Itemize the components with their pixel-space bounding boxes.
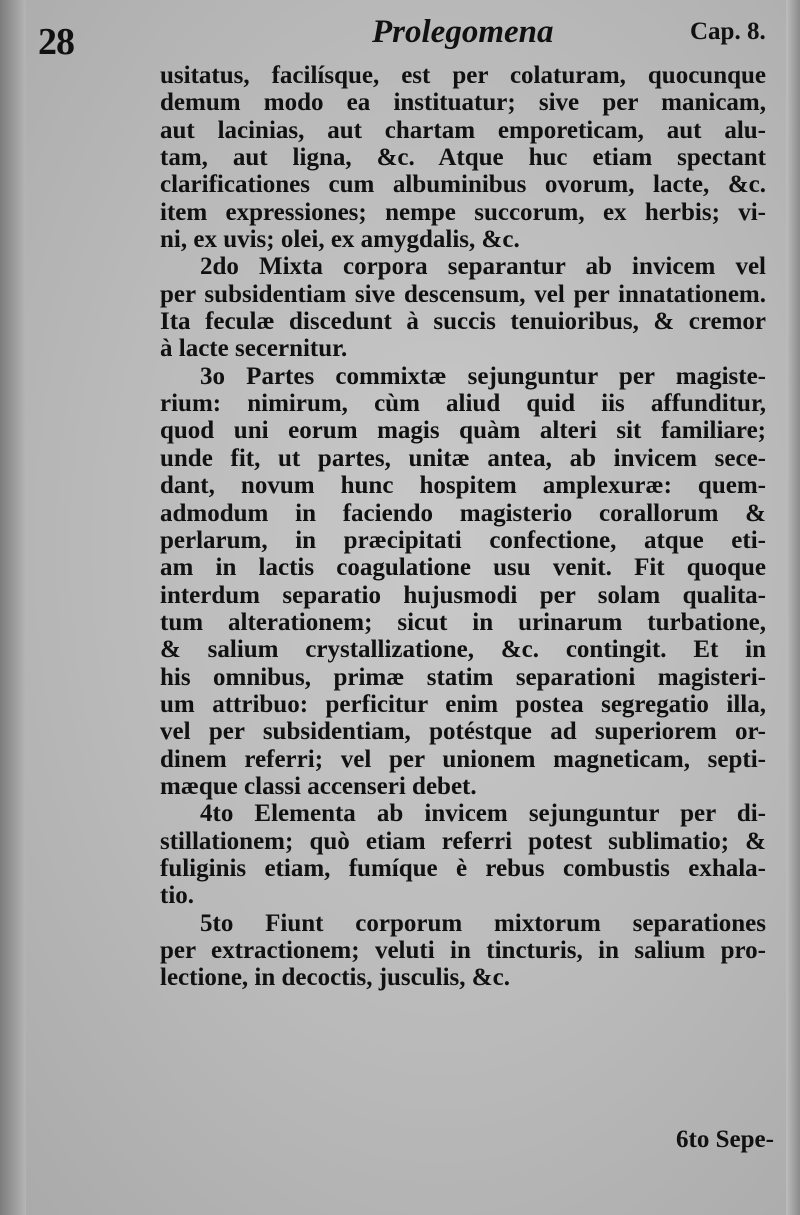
text-line: rium: nimirum, cùm aliud quid iis affunditur, <box>160 390 766 418</box>
catchword: 6to Sepe- <box>676 1126 774 1153</box>
text-line: usitatus, facilísque, est per colaturam, quocunque <box>160 62 766 89</box>
text-line: tio. <box>160 882 195 910</box>
page-edge-shadow <box>786 0 800 1215</box>
text-line: lectione, in decoctis, jusculis, &c. <box>160 964 510 992</box>
text-line: his omnibus, primæ statim separationi magisteri- <box>160 663 766 691</box>
text-line: Ita feculæ discedunt à succis tenuioribus, & cremor <box>160 308 766 336</box>
text-line: & salium crystallizatione, &c. contingit. Et in <box>160 636 766 664</box>
text-line: stillationem; quò etiam referri potest sublimatio; & <box>160 827 766 855</box>
text-line: admodum in faciendo magisterio corallorum & <box>160 499 766 527</box>
text-line: mæque classi accenseri debet. <box>160 772 477 800</box>
text-line: dinem referri; vel per unionem magneticam, septi- <box>160 745 766 773</box>
page-number: 28 <box>38 21 74 63</box>
text-line: 2do Mixta corpora separantur ab invicem vel <box>200 253 766 281</box>
text-line: dant, novum hunc hospitem amplexuræ: quem- <box>160 472 766 500</box>
text-line: 5to Fiunt corporum mixtorum separationes <box>200 909 766 937</box>
text-line: vel per subsidentiam, potéstque ad superiorem or- <box>160 718 766 746</box>
text-line: fuliginis etiam, fumíque è rebus combustis exhala- <box>160 854 766 882</box>
text-line: per extractionem; veluti in tincturis, in salium pro- <box>160 937 766 964</box>
text-line: ni, ex uvis; olei, ex amygdalis, &c. <box>160 226 520 254</box>
text-line: quod uni eorum magis quàm alteri sit familiare; <box>160 417 766 445</box>
text-line: um attribuo: perficitur enim postea segregatio illa, <box>160 690 766 718</box>
page-gutter-shadow <box>0 0 26 1215</box>
text-line: perlarum, in præcipitati confectione, atque eti- <box>160 526 766 554</box>
text-line: à lacte secernitur. <box>160 335 348 363</box>
text-line: 4to Elementa ab invicem sejunguntur per di- <box>200 800 766 828</box>
text-line: am in lactis coagulatione usu venit. Fit quoque <box>160 554 766 582</box>
text-line: tam, aut ligna, &c. Atque huc etiam spectant <box>160 144 766 172</box>
text-line: per subsidentiam sive descensum, vel per innatationem. <box>160 280 766 308</box>
text-line: interdum separatio hujusmodi per solam qualita- <box>160 581 766 609</box>
text-line: clarificationes cum albuminibus ovorum, lacte, &c. <box>160 171 766 199</box>
text-line: item expressiones; nempe succorum, ex herbis; vi- <box>160 198 766 226</box>
text-line: tum alterationem; sicut in urinarum turbatione, <box>160 608 766 636</box>
text-line: unde fit, ut partes, unitæ antea, ab invicem sece- <box>160 444 766 472</box>
text-line: aut lacinias, aut chartam emporeticam, aut alu- <box>160 116 766 144</box>
text-line: demum modo ea instituatur; sive per manicam, <box>160 89 766 117</box>
running-title: Prolegomena <box>372 14 554 50</box>
body-text <box>160 62 766 992</box>
text-line: 3o Partes commixtæ sejunguntur per magiste- <box>200 362 766 390</box>
chapter-label: Cap. 8. <box>690 18 766 45</box>
